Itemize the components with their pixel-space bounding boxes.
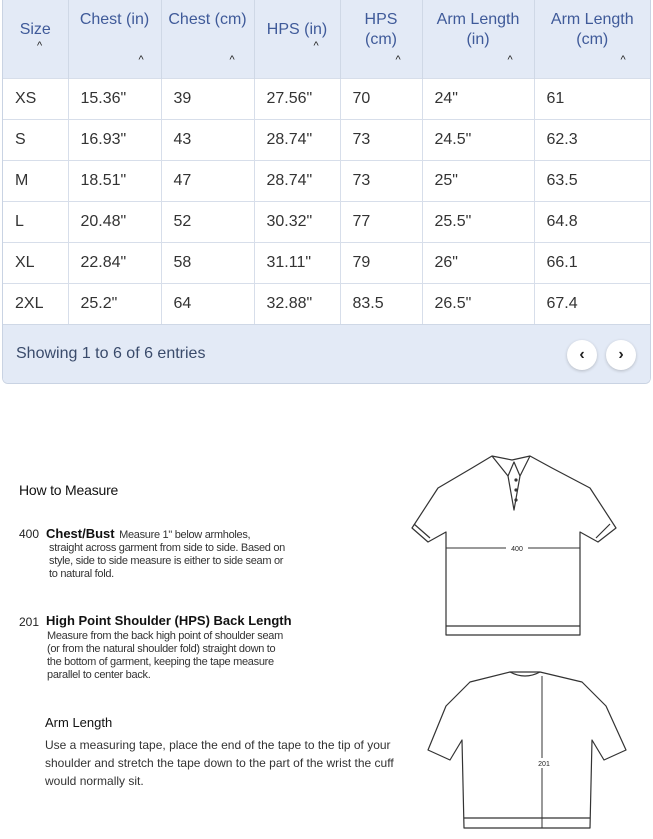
table-row bbox=[3, 242, 650, 283]
col-header-hps-in[interactable] bbox=[254, 0, 340, 78]
cell-size: M bbox=[3, 160, 68, 201]
col-header-label: Arm Length (in) bbox=[436, 11, 520, 48]
cell-chest-in: 20.48" bbox=[68, 201, 161, 242]
cell-chest-in: 15.36" bbox=[68, 78, 161, 119]
sort-icon[interactable]: ^ bbox=[395, 53, 401, 66]
cell-arm-cm: 66.1 bbox=[534, 242, 650, 283]
arm-length-text bbox=[45, 736, 405, 790]
table-row bbox=[3, 283, 650, 324]
col-header-size[interactable] bbox=[3, 0, 68, 78]
col-header-label: Chest (cm) bbox=[168, 11, 247, 28]
hps-text-line: the bottom of garment, keeping the tape measure bbox=[47, 656, 274, 668]
hps-text-line: (or from the natural shoulder fold) straight down to bbox=[47, 643, 276, 655]
next-page-button[interactable]: › bbox=[606, 340, 636, 370]
cell-chest-in: 25.2" bbox=[68, 283, 161, 324]
cell-arm-cm: 62.3 bbox=[534, 119, 650, 160]
cell-chest-cm: 64 bbox=[161, 283, 254, 324]
cell-arm-cm: 61 bbox=[534, 78, 650, 119]
cell-arm-cm: 63.5 bbox=[534, 160, 650, 201]
cell-arm-in: 26.5" bbox=[422, 283, 534, 324]
col-header-label: Arm Length (cm) bbox=[550, 11, 634, 48]
hps-text-line: Measure from the back high point of shoulder seam bbox=[47, 630, 283, 642]
cell-chest-in: 22.84" bbox=[68, 242, 161, 283]
col-header-hps-cm[interactable] bbox=[340, 0, 422, 78]
table-row bbox=[3, 160, 650, 201]
table-row bbox=[3, 119, 650, 160]
previous-page-button[interactable]: ‹ bbox=[567, 340, 597, 370]
table-row bbox=[3, 201, 650, 242]
cell-hps-in: 27.56" bbox=[254, 78, 340, 119]
cell-hps-in: 28.74" bbox=[254, 160, 340, 201]
cell-chest-in: 16.93" bbox=[68, 119, 161, 160]
col-header-arm-in[interactable] bbox=[422, 0, 534, 78]
col-header-chest-in[interactable] bbox=[68, 0, 161, 78]
cell-hps-cm: 70 bbox=[340, 78, 422, 119]
cell-hps-in: 30.32" bbox=[254, 201, 340, 242]
cell-arm-cm: 64.8 bbox=[534, 201, 650, 242]
arm-text-line: shoulder and stretch the tape down to the part of the wrist the cuff bbox=[45, 756, 394, 770]
cell-hps-cm: 83.5 bbox=[340, 283, 422, 324]
hps-measure-label: 201 bbox=[538, 761, 550, 768]
cell-size: XS bbox=[3, 78, 68, 119]
cell-chest-cm: 43 bbox=[161, 119, 254, 160]
cell-hps-cm: 79 bbox=[340, 242, 422, 283]
hps-text-line: parallel to center back. bbox=[47, 669, 151, 681]
col-header-label: HPS (in) bbox=[266, 21, 328, 38]
sort-icon[interactable]: ^ bbox=[138, 53, 144, 66]
col-header-label: HPS (cm) bbox=[364, 11, 398, 48]
how-to-measure-title: How to Measure bbox=[19, 482, 119, 498]
table-header-row bbox=[3, 0, 650, 78]
table-footer bbox=[3, 324, 650, 384]
cell-hps-cm: 73 bbox=[340, 160, 422, 201]
size-table-card bbox=[2, 0, 651, 384]
cell-chest-cm: 58 bbox=[161, 242, 254, 283]
col-header-label: Size bbox=[19, 21, 51, 38]
cell-hps-in: 32.88" bbox=[254, 283, 340, 324]
cell-arm-cm: 67.4 bbox=[534, 283, 650, 324]
cell-size: L bbox=[3, 201, 68, 242]
cell-hps-cm: 77 bbox=[340, 201, 422, 242]
hps-heading: High Point Shoulder (HPS) Back Length bbox=[46, 613, 292, 628]
sort-icon[interactable]: ^ bbox=[229, 53, 235, 66]
chest-measure-label: 400 bbox=[511, 546, 523, 553]
cell-hps-in: 31.11" bbox=[254, 242, 340, 283]
cell-chest-cm: 39 bbox=[161, 78, 254, 119]
chest-text bbox=[49, 542, 285, 581]
shirt-front-diagram bbox=[410, 450, 625, 645]
size-table bbox=[3, 0, 650, 324]
chest-heading: Chest/Bust bbox=[46, 526, 115, 541]
sort-icon[interactable]: ^ bbox=[313, 39, 319, 52]
col-header-arm-cm[interactable] bbox=[534, 0, 650, 78]
cell-arm-in: 26" bbox=[422, 242, 534, 283]
sort-icon[interactable]: ^ bbox=[37, 39, 43, 52]
chest-text-first: Measure 1" below armholes, bbox=[119, 529, 251, 541]
cell-size: XL bbox=[3, 242, 68, 283]
cell-chest-cm: 47 bbox=[161, 160, 254, 201]
table-row bbox=[3, 78, 650, 119]
cell-arm-in: 25.5" bbox=[422, 201, 534, 242]
sort-icon[interactable]: ^ bbox=[507, 53, 513, 66]
chest-text-line: to natural fold. bbox=[49, 568, 114, 580]
entries-info: Showing 1 to 6 of 6 entries bbox=[16, 345, 206, 362]
chest-text-line: style, side to side measure is either to side seam or bbox=[49, 555, 284, 567]
chest-code: 400 bbox=[19, 527, 40, 541]
chest-instruction bbox=[46, 525, 316, 543]
hps-text bbox=[47, 630, 283, 682]
arm-length-heading: Arm Length bbox=[45, 715, 113, 730]
col-header-chest-cm[interactable] bbox=[161, 0, 254, 78]
cell-arm-in: 25" bbox=[422, 160, 534, 201]
shirt-back-diagram bbox=[420, 668, 635, 833]
col-header-label: Chest (in) bbox=[79, 11, 150, 28]
cell-arm-in: 24" bbox=[422, 78, 534, 119]
sort-icon[interactable]: ^ bbox=[620, 53, 626, 66]
cell-chest-in: 18.51" bbox=[68, 160, 161, 201]
arm-text-line: Use a measuring tape, place the end of the tape to the tip of your bbox=[45, 738, 391, 752]
chest-text-line: straight across garment from side to side. Based on bbox=[49, 542, 285, 554]
cell-size: S bbox=[3, 119, 68, 160]
cell-hps-in: 28.74" bbox=[254, 119, 340, 160]
cell-hps-cm: 73 bbox=[340, 119, 422, 160]
cell-size: 2XL bbox=[3, 283, 68, 324]
arm-text-line: would normally sit. bbox=[45, 774, 144, 788]
hps-code: 201 bbox=[19, 615, 40, 629]
cell-arm-in: 24.5" bbox=[422, 119, 534, 160]
cell-chest-cm: 52 bbox=[161, 201, 254, 242]
